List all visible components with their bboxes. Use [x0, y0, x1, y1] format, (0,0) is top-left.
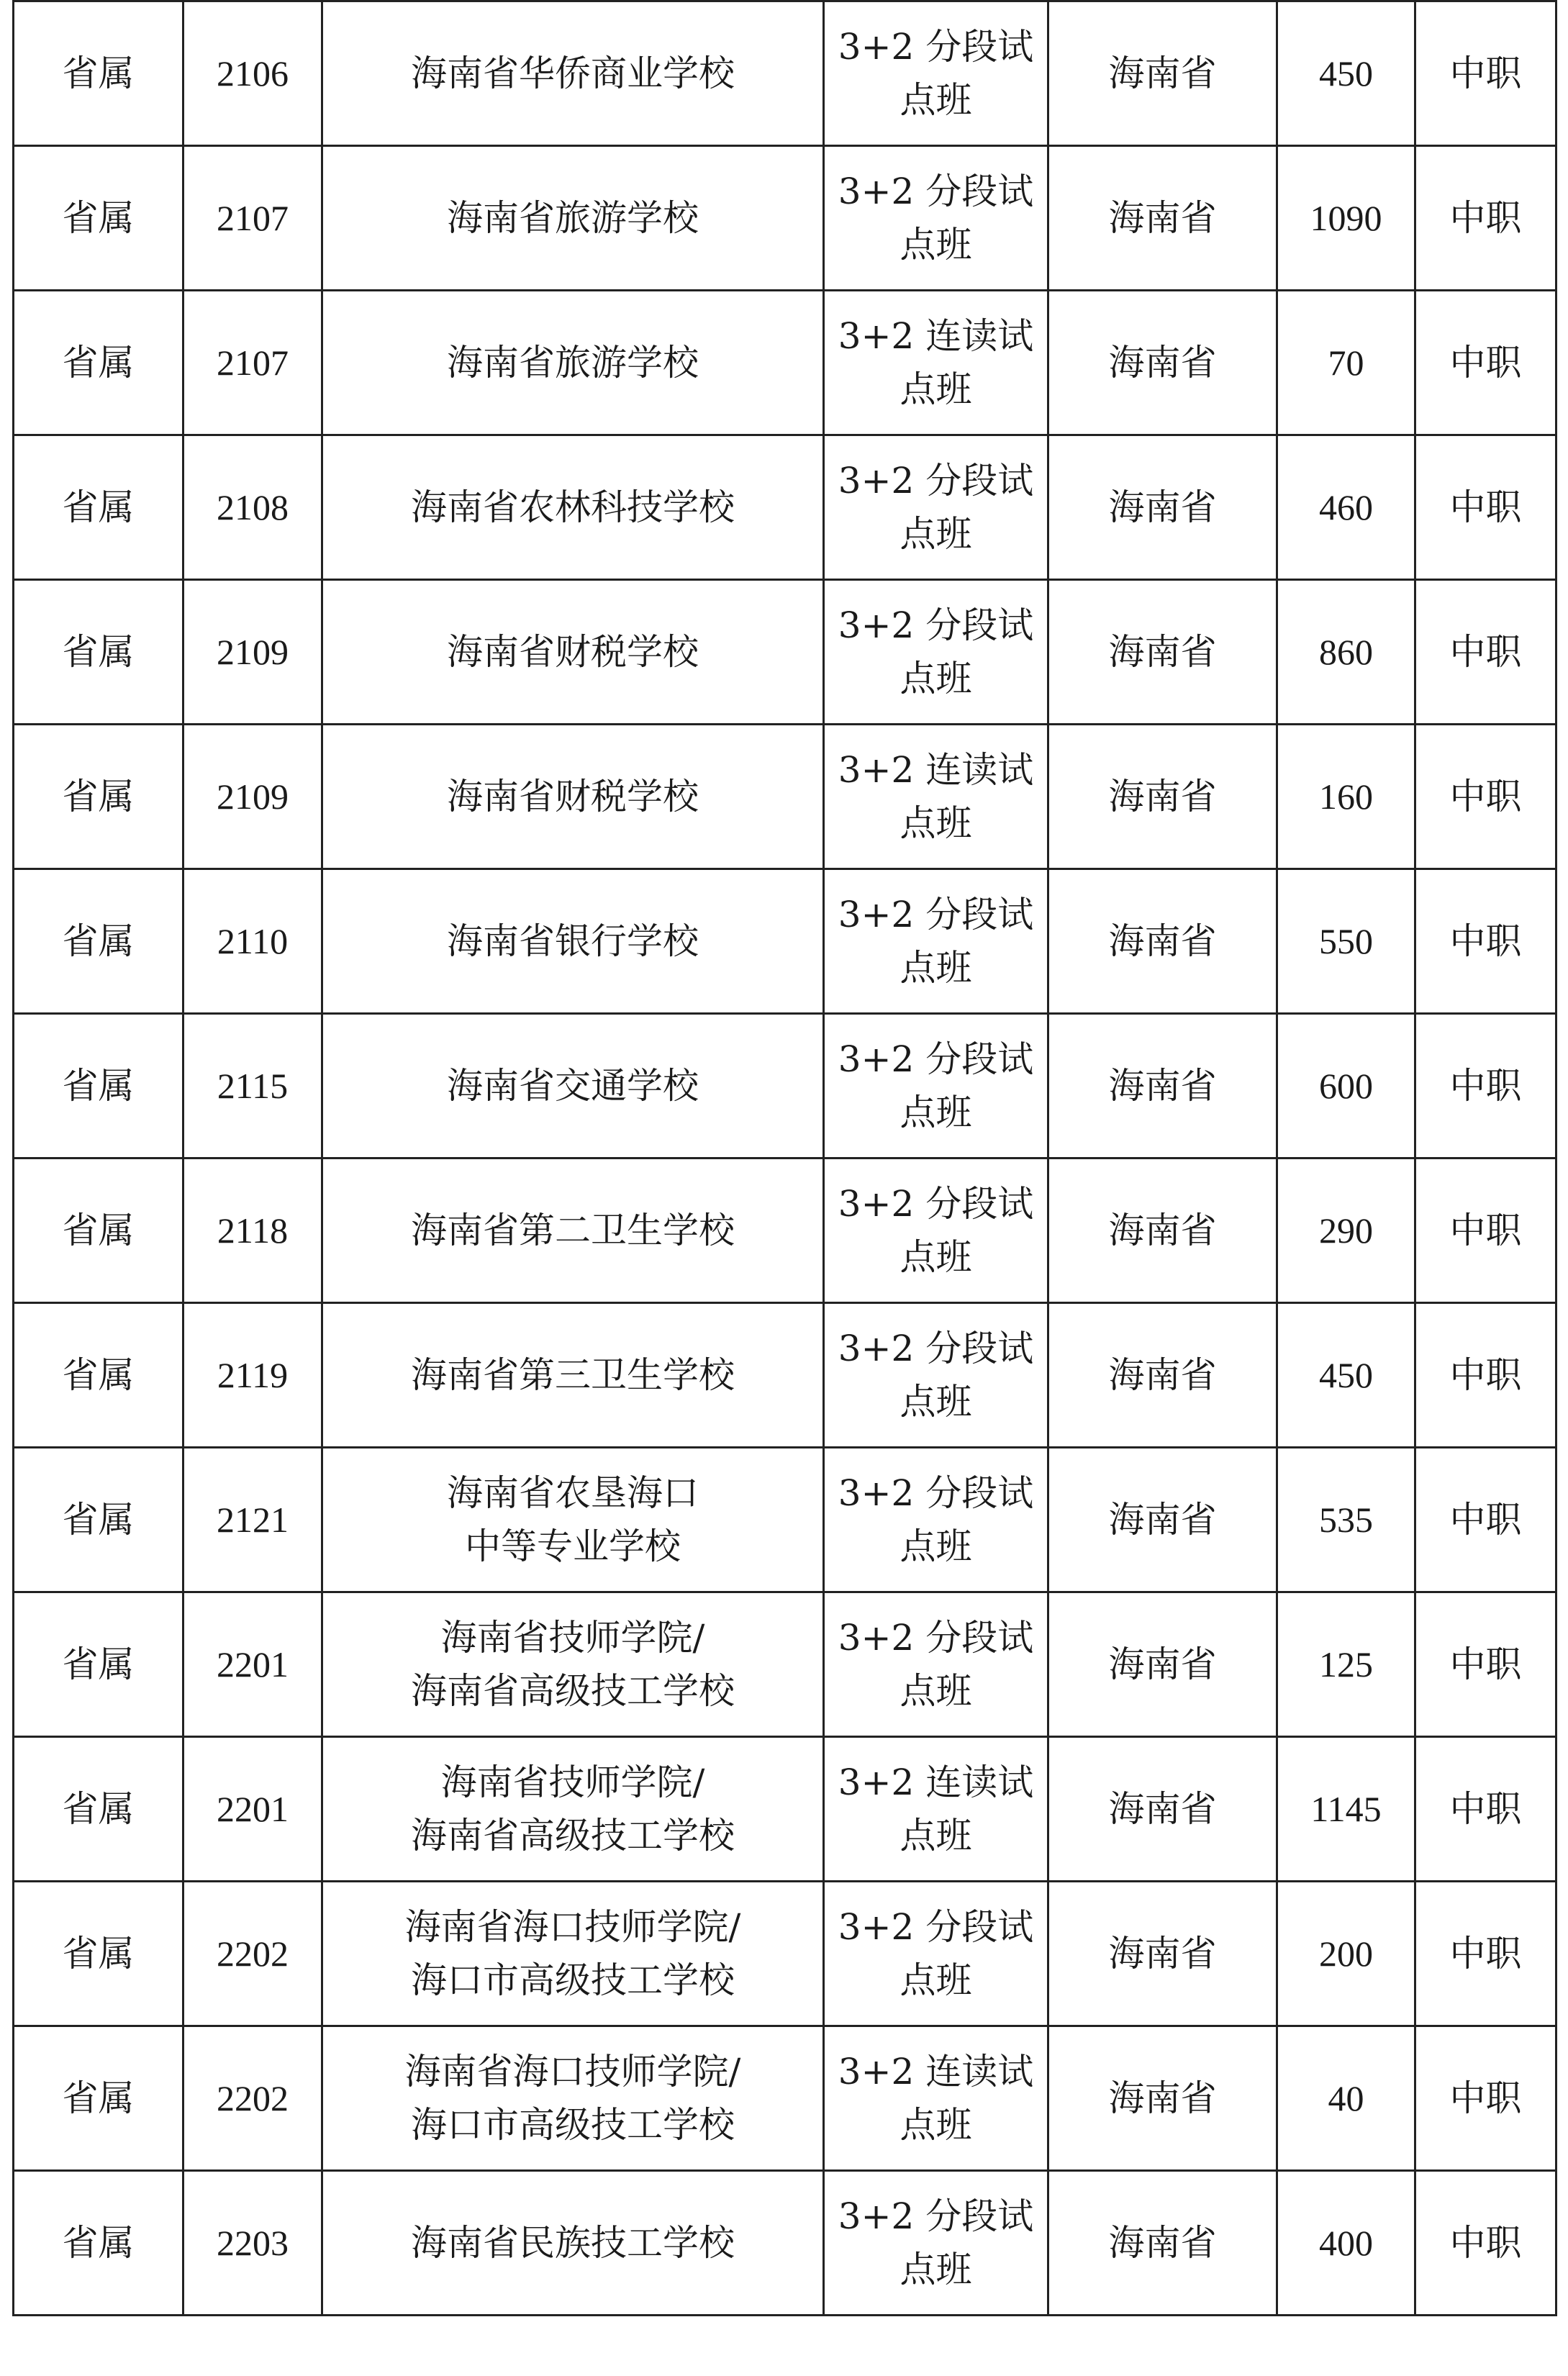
school-name-cell: 海南省技师学院/ 海南省高级技工学校 — [322, 1592, 824, 1737]
school-code-cell: 2119 — [183, 1303, 322, 1448]
program-type-cell: 3+2 分段试 点班 — [824, 1882, 1048, 2026]
level-cell: 中职 — [1415, 1448, 1556, 1592]
enrollment-table — [12, 0, 1557, 2316]
table-row — [14, 1, 1556, 146]
school-code-cell: 2201 — [183, 1737, 322, 1882]
region-cell: 海南省 — [1048, 1737, 1277, 1882]
program-type-cell: 3+2 分段试 点班 — [824, 1014, 1048, 1158]
quota-cell: 860 — [1277, 580, 1415, 725]
program-type-cell: 3+2 分段试 点班 — [824, 869, 1048, 1014]
table-row — [14, 2026, 1556, 2171]
affiliation-cell: 省属 — [14, 2026, 183, 2171]
school-code-cell: 2115 — [183, 1014, 322, 1158]
table-row — [14, 291, 1556, 435]
table-row — [14, 1737, 1556, 1882]
school-code-cell: 2108 — [183, 435, 322, 580]
affiliation-cell: 省属 — [14, 725, 183, 869]
level-cell: 中职 — [1415, 2171, 1556, 2316]
region-cell: 海南省 — [1048, 146, 1277, 291]
affiliation-cell: 省属 — [14, 2171, 183, 2316]
school-name-cell: 海南省旅游学校 — [322, 146, 824, 291]
table-row — [14, 1882, 1556, 2026]
quota-cell: 450 — [1277, 1303, 1415, 1448]
affiliation-cell: 省属 — [14, 1303, 183, 1448]
quota-cell: 550 — [1277, 869, 1415, 1014]
quota-cell: 535 — [1277, 1448, 1415, 1592]
affiliation-cell: 省属 — [14, 1592, 183, 1737]
level-cell: 中职 — [1415, 869, 1556, 1014]
level-cell: 中职 — [1415, 1303, 1556, 1448]
region-cell: 海南省 — [1048, 2026, 1277, 2171]
school-name-cell: 海南省财税学校 — [322, 580, 824, 725]
affiliation-cell: 省属 — [14, 1448, 183, 1592]
school-name-cell: 海南省旅游学校 — [322, 291, 824, 435]
level-cell: 中职 — [1415, 1, 1556, 146]
program-type-cell: 3+2 连读试 点班 — [824, 291, 1048, 435]
region-cell: 海南省 — [1048, 725, 1277, 869]
region-cell: 海南省 — [1048, 580, 1277, 725]
quota-cell: 1145 — [1277, 1737, 1415, 1882]
level-cell: 中职 — [1415, 1014, 1556, 1158]
school-code-cell: 2110 — [183, 869, 322, 1014]
table-row — [14, 2171, 1556, 2316]
program-type-cell: 3+2 分段试 点班 — [824, 1448, 1048, 1592]
program-type-cell: 3+2 分段试 点班 — [824, 435, 1048, 580]
table-row — [14, 1303, 1556, 1448]
region-cell: 海南省 — [1048, 1158, 1277, 1303]
region-cell: 海南省 — [1048, 2171, 1277, 2316]
quota-cell: 160 — [1277, 725, 1415, 869]
school-name-cell: 海南省财税学校 — [322, 725, 824, 869]
school-code-cell: 2107 — [183, 291, 322, 435]
region-cell: 海南省 — [1048, 435, 1277, 580]
program-type-cell: 3+2 连读试 点班 — [824, 1737, 1048, 1882]
program-type-cell: 3+2 连读试 点班 — [824, 725, 1048, 869]
table-row — [14, 869, 1556, 1014]
school-name-cell: 海南省农林科技学校 — [322, 435, 824, 580]
level-cell: 中职 — [1415, 1592, 1556, 1737]
school-code-cell: 2106 — [183, 1, 322, 146]
affiliation-cell: 省属 — [14, 1, 183, 146]
program-type-cell: 3+2 连读试 点班 — [824, 2026, 1048, 2171]
school-name-cell: 海南省银行学校 — [322, 869, 824, 1014]
program-type-cell: 3+2 分段试 点班 — [824, 1158, 1048, 1303]
quota-cell: 450 — [1277, 1, 1415, 146]
quota-cell: 40 — [1277, 2026, 1415, 2171]
program-type-cell: 3+2 分段试 点班 — [824, 1303, 1048, 1448]
affiliation-cell: 省属 — [14, 1737, 183, 1882]
region-cell: 海南省 — [1048, 869, 1277, 1014]
program-type-cell: 3+2 分段试 点班 — [824, 1592, 1048, 1737]
program-type-cell: 3+2 分段试 点班 — [824, 146, 1048, 291]
table-row — [14, 146, 1556, 291]
region-cell: 海南省 — [1048, 1014, 1277, 1158]
school-code-cell: 2118 — [183, 1158, 322, 1303]
quota-cell: 125 — [1277, 1592, 1415, 1737]
school-name-cell: 海南省交通学校 — [322, 1014, 824, 1158]
school-name-cell: 海南省民族技工学校 — [322, 2171, 824, 2316]
program-type-cell: 3+2 分段试 点班 — [824, 1, 1048, 146]
school-code-cell: 2107 — [183, 146, 322, 291]
level-cell: 中职 — [1415, 291, 1556, 435]
school-name-cell: 海南省第三卫生学校 — [322, 1303, 824, 1448]
table-row — [14, 1014, 1556, 1158]
region-cell: 海南省 — [1048, 1, 1277, 146]
quota-cell: 600 — [1277, 1014, 1415, 1158]
region-cell: 海南省 — [1048, 1303, 1277, 1448]
region-cell: 海南省 — [1048, 1882, 1277, 2026]
school-name-cell: 海南省海口技师学院/ 海口市高级技工学校 — [322, 1882, 824, 2026]
school-code-cell: 2121 — [183, 1448, 322, 1592]
school-name-cell: 海南省第二卫生学校 — [322, 1158, 824, 1303]
quota-cell: 1090 — [1277, 146, 1415, 291]
school-name-cell: 海南省技师学院/ 海南省高级技工学校 — [322, 1737, 824, 1882]
affiliation-cell: 省属 — [14, 1158, 183, 1303]
school-code-cell: 2109 — [183, 725, 322, 869]
table-row — [14, 1592, 1556, 1737]
quota-cell: 400 — [1277, 2171, 1415, 2316]
level-cell: 中职 — [1415, 146, 1556, 291]
quota-cell: 290 — [1277, 1158, 1415, 1303]
table-row — [14, 580, 1556, 725]
program-type-cell: 3+2 分段试 点班 — [824, 2171, 1048, 2316]
affiliation-cell: 省属 — [14, 291, 183, 435]
region-cell: 海南省 — [1048, 291, 1277, 435]
table-row — [14, 1448, 1556, 1592]
program-type-cell: 3+2 分段试 点班 — [824, 580, 1048, 725]
level-cell: 中职 — [1415, 1882, 1556, 2026]
school-name-cell: 海南省华侨商业学校 — [322, 1, 824, 146]
affiliation-cell: 省属 — [14, 1882, 183, 2026]
school-code-cell: 2202 — [183, 2026, 322, 2171]
table-row — [14, 1158, 1556, 1303]
level-cell: 中职 — [1415, 2026, 1556, 2171]
level-cell: 中职 — [1415, 725, 1556, 869]
school-code-cell: 2201 — [183, 1592, 322, 1737]
affiliation-cell: 省属 — [14, 580, 183, 725]
school-code-cell: 2202 — [183, 1882, 322, 2026]
affiliation-cell: 省属 — [14, 869, 183, 1014]
quota-cell: 460 — [1277, 435, 1415, 580]
region-cell: 海南省 — [1048, 1592, 1277, 1737]
affiliation-cell: 省属 — [14, 146, 183, 291]
school-code-cell: 2109 — [183, 580, 322, 725]
table-row — [14, 435, 1556, 580]
level-cell: 中职 — [1415, 1158, 1556, 1303]
level-cell: 中职 — [1415, 435, 1556, 580]
affiliation-cell: 省属 — [14, 1014, 183, 1158]
table-body — [14, 1, 1556, 2316]
quota-cell: 200 — [1277, 1882, 1415, 2026]
quota-cell: 70 — [1277, 291, 1415, 435]
level-cell: 中职 — [1415, 1737, 1556, 1882]
table-row — [14, 725, 1556, 869]
region-cell: 海南省 — [1048, 1448, 1277, 1592]
school-code-cell: 2203 — [183, 2171, 322, 2316]
school-name-cell: 海南省农垦海口 中等专业学校 — [322, 1448, 824, 1592]
level-cell: 中职 — [1415, 580, 1556, 725]
school-name-cell: 海南省海口技师学院/ 海口市高级技工学校 — [322, 2026, 824, 2171]
affiliation-cell: 省属 — [14, 435, 183, 580]
